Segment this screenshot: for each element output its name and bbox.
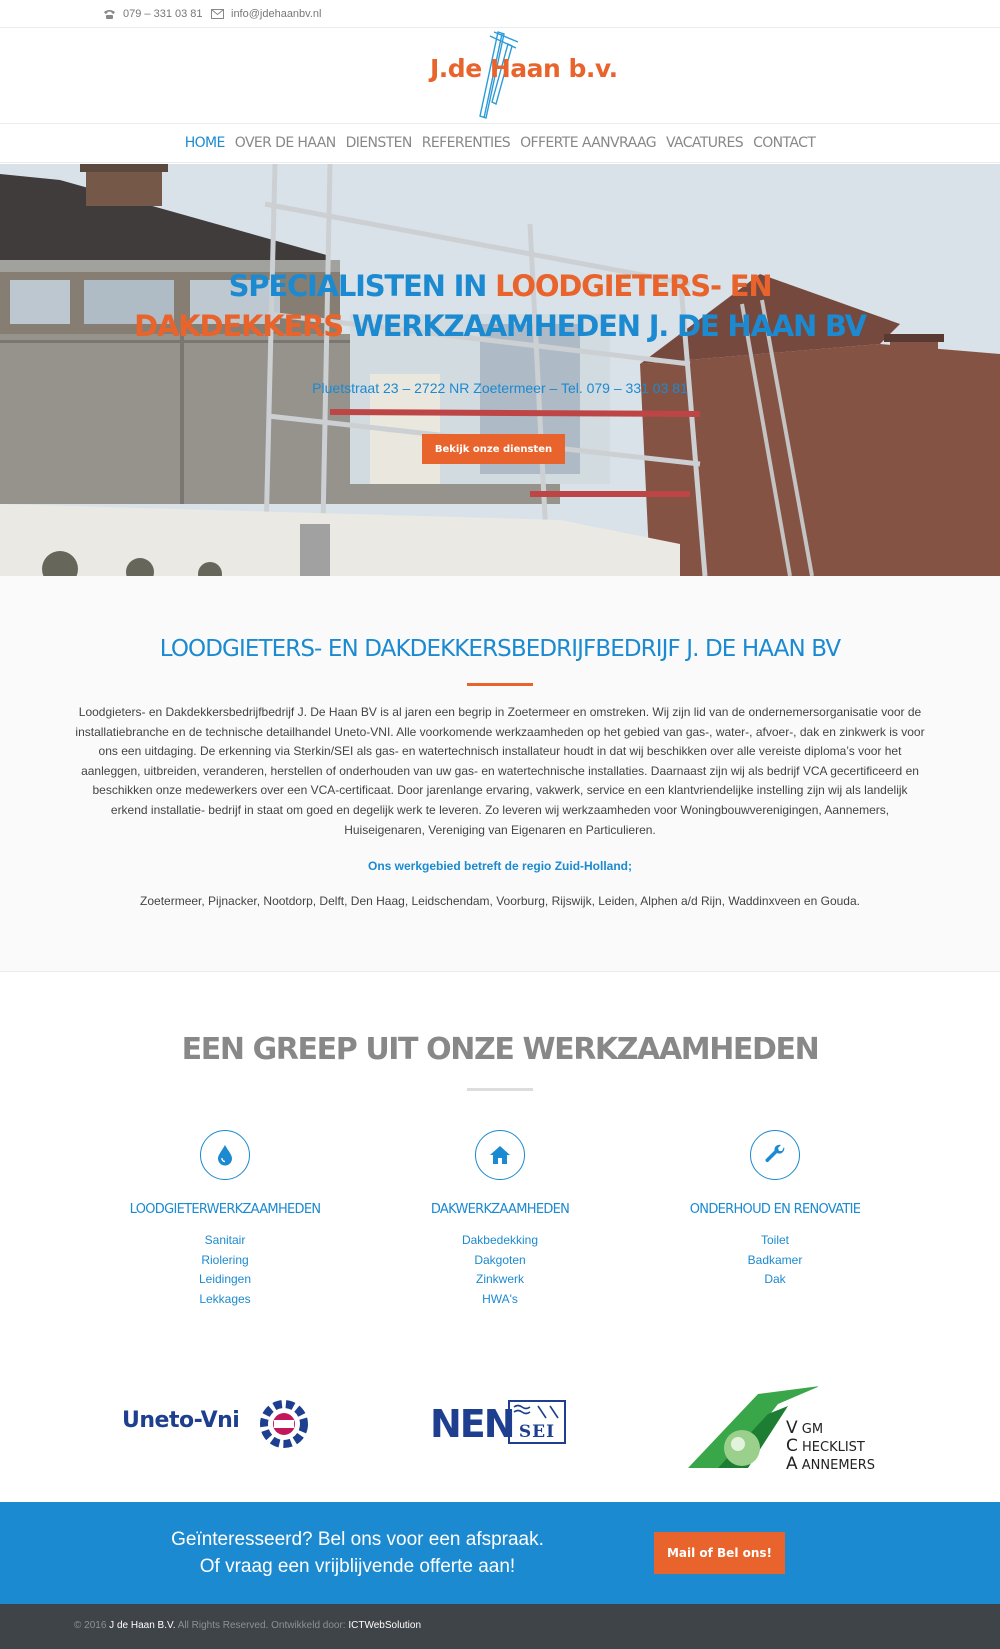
services-divider [467, 1088, 533, 1091]
service-link[interactable]: Toilet [760, 1233, 789, 1247]
nen-text: NEN [430, 1402, 514, 1446]
vca-text [786, 1420, 875, 1474]
service-link[interactable]: Zinkwerk [475, 1272, 524, 1287]
service-column-maintenance [645, 1130, 905, 1290]
service-link[interactable]: Riolering [201, 1252, 249, 1267]
footer-developer-link[interactable]: ICTWebSolution [348, 1620, 422, 1631]
footer-company: J de Haan B.V. [109, 1620, 176, 1631]
envelope-icon [211, 9, 224, 19]
vca-line: HECKLIST [802, 1440, 865, 1455]
wrench-icon [750, 1130, 800, 1180]
hero-title [0, 266, 1000, 346]
intro-cities: Zoetermeer, Pijnacker, Nootdorp, Delft, Den Haag, Leidschendam, Voorburg, Rijswijk, Leiden, Alphen a/d Rijn, Waddinxveen en Gouda. [140, 894, 860, 908]
intro-divider [467, 683, 533, 686]
cta-line2: Of vraag een vrijblijvende offerte aan! [199, 1556, 516, 1577]
hero-title-part4: WERKZAAMHEDEN J. DE HAAN BV [342, 309, 866, 343]
top-phone-text: 079 – 331 03 81 [123, 8, 203, 20]
nav-offerte-aanvraag[interactable]: OFFERTE AANVRAAG [520, 135, 656, 151]
service-column-roofing [370, 1130, 630, 1309]
service-link[interactable]: Badkamer [747, 1252, 803, 1267]
footer-copyright [74, 1620, 421, 1631]
hero-title-part1: SPECIALISTEN IN [228, 269, 496, 303]
nen-sei-logo [430, 1400, 570, 1448]
services-heading: EEN GREEP UIT ONZE WERKZAAMHEDEN [181, 1032, 819, 1067]
service-link[interactable]: Leidingen [198, 1272, 252, 1287]
footer-rights: All Rights Reserved. Ontwikkeld door: [175, 1620, 349, 1631]
mail-or-call-button[interactable]: Mail of Bel ons! [654, 1532, 785, 1574]
water-drop-icon [200, 1130, 250, 1180]
vca-line: GM [801, 1422, 824, 1437]
hero-background-image [0, 164, 1000, 576]
uneto-vni-text: Uneto-Vni [122, 1408, 240, 1433]
hero-banner [0, 164, 1000, 576]
vca-letter: C [786, 1436, 798, 1456]
top-bar [0, 0, 1000, 28]
nav-over-de-haan[interactable]: OVER DE HAAN [234, 135, 336, 151]
service-title-roofing: DAKWERKZAAMHEDEN [430, 1202, 570, 1217]
service-link[interactable]: Dakgoten [474, 1252, 526, 1267]
service-title-maintenance: ONDERHOUD EN RENOVATIE [689, 1202, 861, 1217]
house-icon [475, 1130, 525, 1180]
main-nav [0, 123, 1000, 163]
intro-heading: LOODGIETERS- EN DAKDEKKERSBEDRIJFBEDRIJF J. DE HAAN BV [159, 636, 841, 662]
vca-letter: V [786, 1418, 798, 1438]
site-footer [0, 1604, 1000, 1649]
call-to-action [0, 1502, 1000, 1604]
nav-contact[interactable]: CONTACT [753, 135, 816, 151]
service-title-plumbing: LOODGIETERWERKZAAMHEDEN [129, 1202, 321, 1217]
nav-referenties[interactable]: REFERENTIES [421, 135, 511, 151]
footer-year: © 2016 [74, 1620, 110, 1631]
intro-section [0, 576, 1000, 972]
intro-body: Loodgieters- en Dakdekkersbedrijfbedrijf J. De Haan BV is al jaren een begrip in Zoetermeer en omstreken. Wij zijn lid van de ondernemersorganisatie voor de installatiebranche en de technische detailhandel Uneto-VNI. Alle voorkomende werkzaamheden op het gebied van gas-, water-, afvoer-, dak en zinkwerk is voor ons een uitdaging. De erkenning via Sterkin/SEI als gas- en watertechnisch installateur houdt in dat wij beschikken over alle vereiste diploma’s voor het aanleggen, uitbreiden, veranderen, herstellen of onderhouden van uw gas- en watertechnische installaties. Daarnaast zijn wij als bedrijf VCA gecertificeerd en beschikken onze medewerkers over een VCA-certificaat. Door jarenlange ervaring, vakwerk, service en een klantvriendelijke instelling zijn wij als landelijk erkend installatie- bedrijf in staat om goed en degelijk werk te leveren. Zo leveren wij werkzaamheden voor Woningbouwverenigingen, Aannemers, Huiseigenaren, Vereniging van Eigenaren en Particulieren. [75, 705, 925, 837]
nav-home[interactable]: HOME [184, 135, 225, 151]
site-logo[interactable] [420, 30, 618, 120]
phone-icon [103, 9, 116, 20]
cta-text [140, 1526, 575, 1580]
top-email[interactable] [211, 8, 321, 20]
uneto-vni-logo [122, 1398, 312, 1450]
service-column-plumbing [95, 1130, 355, 1309]
service-link[interactable]: Lekkages [199, 1291, 251, 1306]
hero-subtitle: Pluetstraat 23 – 2722 NR Zoetermeer – Tel. 079 – 331 03 81 [312, 380, 688, 396]
gear-icon [256, 1398, 312, 1450]
sei-text: SEI [518, 1422, 556, 1442]
intro-region: Ons werkgebied betreft de regio Zuid-Holland; [367, 859, 633, 873]
sei-box [508, 1400, 566, 1444]
wave-icon [510, 1403, 564, 1421]
hero-title-part2: LOODGIETERS- EN [495, 269, 772, 303]
service-link[interactable]: Dak [764, 1272, 786, 1287]
service-link[interactable]: HWA's [482, 1291, 518, 1306]
service-link[interactable]: Dakbedekking [461, 1233, 539, 1247]
cta-line1: Geïnteresseerd? Bel ons voor een afspraak. [171, 1529, 544, 1550]
vca-line: ANNEMERS [801, 1458, 876, 1473]
logo-text: J.de Haan b.v. [430, 54, 618, 83]
vca-letter: A [786, 1454, 798, 1474]
nav-vacatures[interactable]: VACATURES [665, 135, 744, 151]
service-link[interactable]: Sanitair [204, 1233, 246, 1247]
nav-diensten[interactable]: DIENSTEN [345, 135, 412, 151]
hero-title-part3: DAKDEKKERS [134, 309, 343, 343]
view-services-button[interactable]: Bekijk onze diensten [422, 434, 565, 464]
vca-logo [688, 1384, 888, 1474]
top-email-text: info@jdehaanbv.nl [231, 8, 322, 20]
top-phone[interactable] [103, 8, 203, 20]
